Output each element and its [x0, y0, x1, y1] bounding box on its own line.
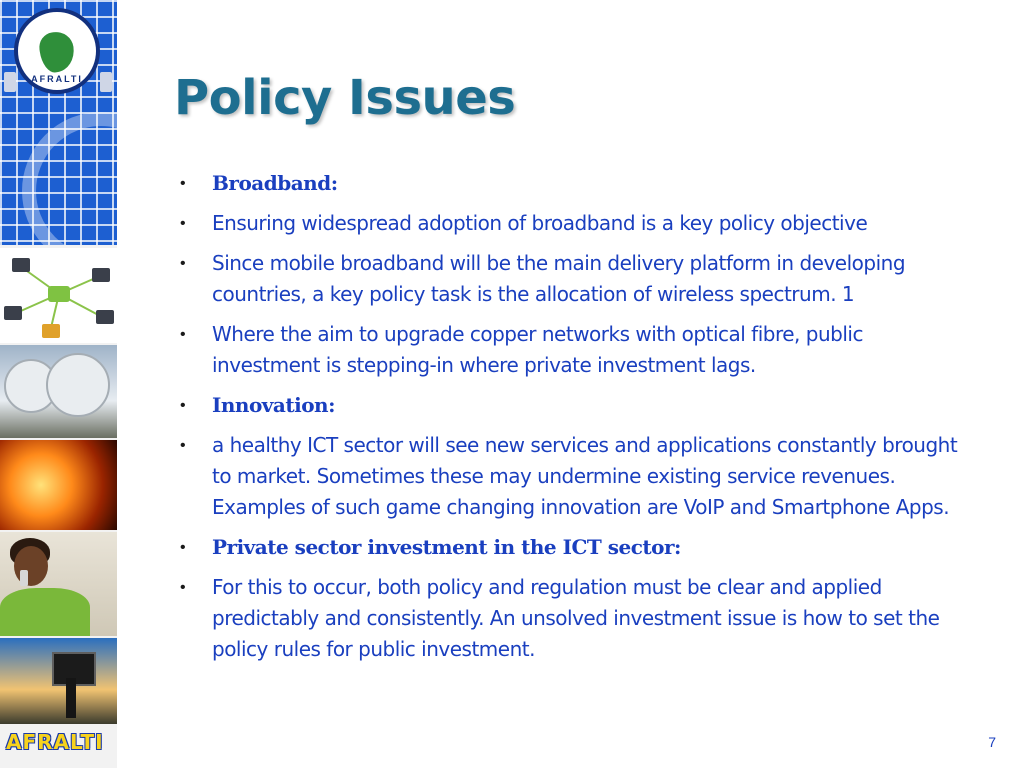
page-number: 7: [988, 734, 996, 750]
section-heading-bullet: [180, 532, 970, 563]
bullet-text: Private sector investment in the ICT sector:: [212, 535, 681, 559]
bullet-item: [180, 572, 970, 665]
laptop-icon: [42, 324, 60, 338]
bullet-item: [180, 208, 970, 239]
africa-map-icon: [37, 30, 76, 74]
bullet-text: Innovation:: [212, 393, 335, 417]
section-heading-bullet: [180, 168, 970, 199]
computer-icon: [12, 258, 30, 272]
slide-title: Policy Issues: [174, 70, 516, 126]
laptop-icon: [4, 306, 22, 320]
bullet-dot-icon: •: [180, 215, 186, 232]
bullet-item: [180, 430, 970, 523]
woman-on-phone-image: [0, 532, 117, 636]
bullet-text: Since mobile broadband will be the main delivery platform in developing countries, a key policy task is the allocation of wireless spectrum. 1: [212, 251, 906, 306]
satellite-dishes-image: [0, 345, 117, 438]
monitor-icon: [96, 310, 114, 324]
blue-grid-banner: [0, 0, 117, 245]
bullet-text: For this to occur, both policy and regulation must be clear and applied predictably and consistently. An unsolved investment issue is how to set the policy rules for public investment.: [212, 575, 940, 661]
phone-icon: [4, 72, 16, 92]
router-icon: [48, 286, 70, 302]
bullet-text: Where the aim to upgrade copper networks with optical fibre, public investment is stepping-in where private investment lags.: [212, 322, 863, 377]
screen-sunset-image: [0, 638, 117, 724]
bullet-text: a healthy ICT sector will see new services and applications constantly brought to market. Sometimes these may undermine existing service revenues. Examples of such game changing innovation are VoIP and Smartphone Apps.: [212, 433, 958, 519]
network-devices-image: [0, 248, 117, 343]
bullet-dot-icon: •: [180, 175, 186, 192]
afralti-wordmark: AFRALTI: [6, 730, 104, 754]
optical-fiber-image: [0, 440, 117, 530]
printer-icon: [92, 268, 110, 282]
logo-acronym: AFRALTI: [31, 74, 83, 84]
bullet-dot-icon: •: [180, 397, 186, 414]
bullet-text: Broadband:: [212, 171, 338, 195]
bullet-dot-icon: •: [180, 579, 186, 596]
bullet-dot-icon: •: [180, 326, 186, 343]
bullet-dot-icon: •: [180, 539, 186, 556]
afralti-emblem-logo: [14, 8, 100, 94]
mobile-phone-icon: [20, 570, 28, 586]
phone-icon: [100, 72, 112, 92]
section-heading-bullet: [180, 390, 970, 421]
bullet-dot-icon: •: [180, 437, 186, 454]
bullet-list: [180, 168, 970, 674]
bullet-item: [180, 319, 970, 381]
decorative-sidebar: [0, 0, 117, 768]
bullet-text: Ensuring widespread adoption of broadband is a key policy objective: [212, 211, 868, 235]
bullet-dot-icon: •: [180, 255, 186, 272]
bullet-item: [180, 248, 970, 310]
